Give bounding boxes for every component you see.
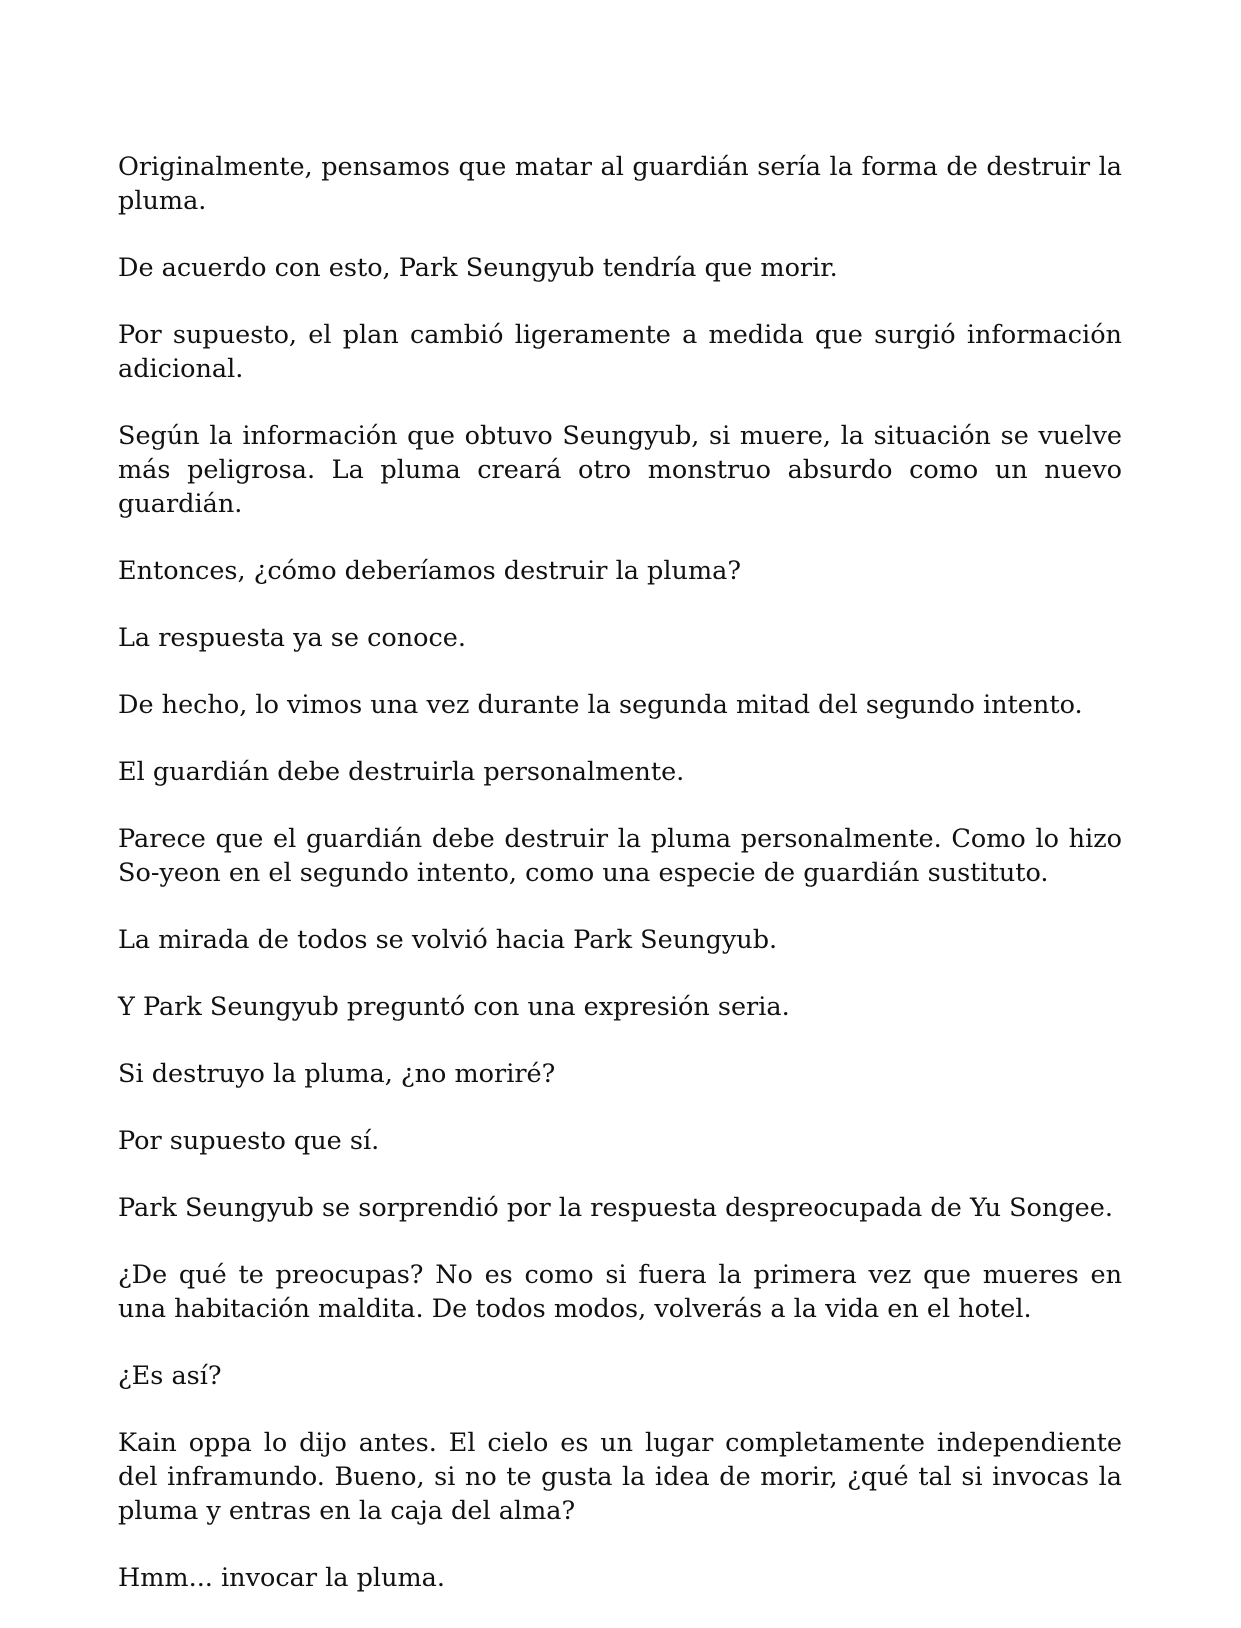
paragraph-8: El guardián debe destruirla personalmente. <box>118 757 685 787</box>
paragraph-9: Parece que el guardián debe destruir la pluma personalmente. Como lo hizo So-yeon en el segundo intento, como una especie de guardián sustituto. <box>118 824 1122 888</box>
paragraph-12: Si destruyo la pluma, ¿no moriré? <box>118 1059 556 1089</box>
paragraph-17: Kain oppa lo dijo antes. El cielo es un lugar completamente independiente del inframundo. Bueno, si no te gusta la idea de morir, ¿qué tal si invocas la pluma y entras en la caja del alma? <box>118 1428 1122 1526</box>
paragraph-16: ¿Es así? <box>118 1361 222 1391</box>
paragraph-4: Según la información que obtuvo Seungyub, si muere, la situación se vuelve más peligrosa. La pluma creará otro monstruo absurdo como un nuevo guardián. <box>118 421 1122 519</box>
paragraph-10: La mirada de todos se volvió hacia Park Seungyub. <box>118 925 778 955</box>
paragraph-2: De acuerdo con esto, Park Seungyub tendría que morir. <box>118 253 838 283</box>
paragraph-11: Y Park Seungyub preguntó con una expresión seria. <box>118 992 790 1022</box>
paragraph-1: Originalmente, pensamos que matar al guardián sería la forma de destruir la pluma. <box>118 152 1122 216</box>
paragraph-5: Entonces, ¿cómo deberíamos destruir la pluma? <box>118 556 742 586</box>
paragraph-14: Park Seungyub se sorprendió por la respuesta despreocupada de Yu Songee. <box>118 1193 1113 1223</box>
paragraph-18: Hmm... invocar la pluma. <box>118 1563 445 1593</box>
paragraph-3: Por supuesto, el plan cambió ligeramente a medida que surgió información adicional. <box>118 320 1122 384</box>
paragraph-13: Por supuesto que sí. <box>118 1126 380 1156</box>
paragraph-15: ¿De qué te preocupas? No es como si fuera la primera vez que mueres en una habitación maldita. De todos modos, volverás a la vida en el hotel. <box>118 1260 1122 1324</box>
paragraph-7: De hecho, lo vimos una vez durante la segunda mitad del segundo intento. <box>118 690 1083 720</box>
paragraph-6: La respuesta ya se conoce. <box>118 623 466 653</box>
document-body <box>118 150 1122 1628</box>
